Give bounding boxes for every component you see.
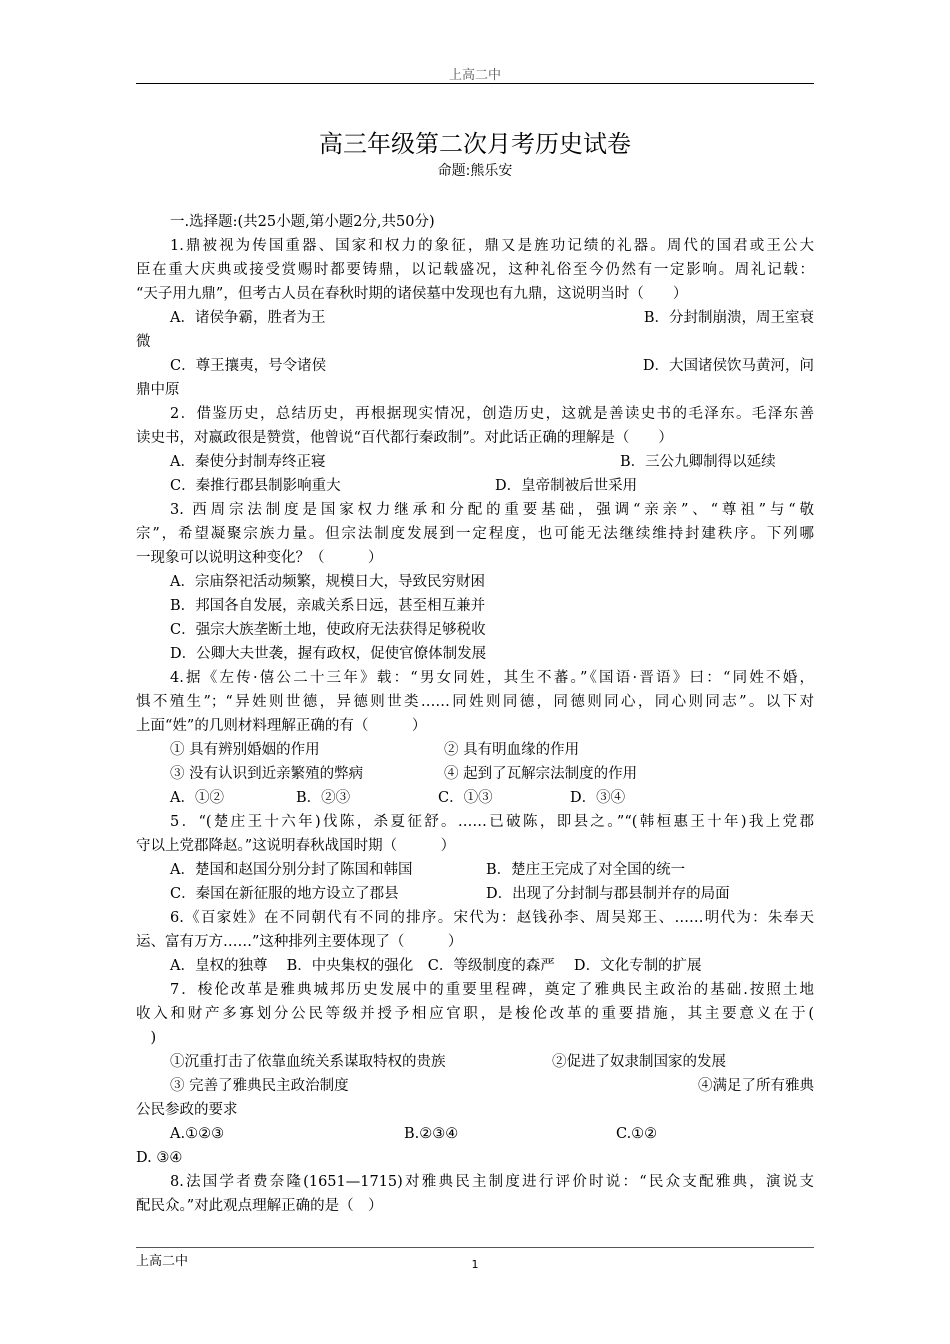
question-3-line-3: 一现象可以说明这种变化？（ ） [136, 550, 383, 566]
question-4-item-1: ① 具有辨别婚姻的作用 [170, 742, 320, 758]
question-4-option-b: B．②③ [296, 790, 351, 806]
section-heading: 一.选择题:(共25小题,第小题2分,共50分) [170, 214, 435, 230]
question-2-line-1: 2．借鉴历史，总结历史，再根据现实情况，创造历史，这就是善读史书的毛泽东。毛泽东善 [170, 406, 814, 422]
question-3-option-b: B．邦国各自发展，亲戚关系日远，甚至相互兼并 [170, 598, 486, 614]
question-5-line-2: 守以上党郡降赵。”这说明春秋战国时期（ ） [136, 838, 456, 854]
question-5-option-d: D．出现了分封制与郡县制并存的局面 [486, 886, 730, 902]
question-2-line-2: 读史书，对嬴政很是赞赏，他曾说“百代都行秦政制”。对此话正确的理解是（ ） [136, 430, 673, 446]
question-1-option-d: D．大国诸侯饮马黄河，问 [642, 358, 814, 374]
question-5-option-a: A．楚国和赵国分别分封了陈国和韩国 [170, 862, 413, 878]
question-4-item-2: ② 具有明血缘的作用 [444, 742, 580, 758]
question-8-line-2: 配民众。”对此观点理解正确的是（ ） [136, 1198, 383, 1214]
question-4-option-a: A．①② [170, 790, 224, 806]
question-4-item-3: ③ 没有认识到近亲繁殖的弊病 [170, 766, 364, 782]
question-7-line-3: ) [136, 1030, 157, 1046]
question-3-option-c: C．强宗大族垄断土地，使政府无法获得足够税收 [170, 622, 486, 638]
question-7-line-1: 7．梭伦改革是雅典城邦历史发展中的重要里程碑，奠定了雅典民主政治的基础.按照土地 [170, 982, 814, 998]
question-7-option-d: D. ③④ [136, 1150, 183, 1166]
question-8-line-1: 8.法国学者费奈隆(1651—1715)对雅典民主制度进行评价时说：“民众支配雅典，演说支 [170, 1174, 814, 1190]
question-1-option-b-cont: 微 [136, 334, 151, 350]
question-2-option-c: C．秦推行郡县制影响重大 [170, 478, 341, 494]
question-4-option-c: C．①③ [438, 790, 493, 806]
question-7-item-3: ③ 完善了雅典民主政治制度 [170, 1078, 349, 1094]
question-7-item-2: ②促进了奴隶制国家的发展 [552, 1054, 726, 1070]
question-1-option-a: A．诸侯争霸，胜者为王 [170, 310, 326, 326]
question-2-option-d: D．皇帝制被后世采用 [495, 478, 638, 494]
question-7-item-4: ④满足了所有雅典 [698, 1078, 814, 1094]
header-rule [136, 83, 814, 84]
question-3-line-2: 宗”，希望凝聚宗族力量。但宗法制度发展到一定程度，也可能无法继续维持封建秩序。下列哪 [136, 526, 814, 542]
question-5-option-b: B．楚庄王完成了对全国的统一 [486, 862, 686, 878]
page-number: 1 [471, 1258, 479, 1271]
question-1-line-2: 臣在重大庆典或接受赏赐时都要铸鼎，以记载盛况，这种礼俗至今仍然有一定影响。周礼记载： [136, 262, 814, 278]
page-header: 上高二中 [448, 68, 501, 83]
question-6-line-2: 运、富有万方……”这种排列主要体现了（ ） [136, 934, 463, 950]
question-5-option-c: C．秦国在新征服的地方设立了郡县 [170, 886, 399, 902]
question-2-option-a: A．秦使分封制寿终正寝 [170, 454, 326, 470]
question-4-option-d: D．③④ [570, 790, 626, 806]
question-2-option-b: B．三公九卿制得以延续 [620, 454, 776, 470]
question-7-option-b: B.②③④ [404, 1126, 459, 1142]
question-7-option-c: C.①② [616, 1126, 658, 1142]
question-3-option-a: A．宗庙祭祀活动频繁，规模日大，导致民穷财困 [170, 574, 485, 590]
question-6-options: A．皇权的独尊 B．中央集权的强化 C．等级制度的森严 D．文化专制的扩展 [170, 958, 702, 974]
question-3-line-1: 3. 西周宗法制度是国家权力继承和分配的重要基础，强调“亲亲”、“尊祖”与“敬 [170, 502, 814, 518]
exam-title: 高三年级第二次月考历史试卷 [319, 130, 631, 158]
exam-author: 命题:熊乐安 [437, 163, 513, 179]
question-5-line-1: 5．“(楚庄王十六年)伐陈，杀夏征舒。……已破陈，即县之。”“(韩桓惠王十年)我上党郡 [170, 814, 814, 830]
question-3-option-d: D．公卿大夫世袭，握有政权，促使官僚体制发展 [170, 646, 487, 662]
question-7-line-2: 收入和财产多寡划分公民等级并授予相应官职，是梭伦改革的重要措施，其主要意义在于( [136, 1006, 814, 1022]
question-4-line-3: 上面“姓”的几则材料理解正确的有（ ） [136, 718, 427, 734]
question-1-option-d-cont: 鼎中原 [136, 382, 180, 398]
footer-rule [136, 1247, 814, 1248]
question-7-item-1: ①沉重打击了依靠血统关系谋取特权的贵族 [170, 1054, 446, 1070]
question-7-item-4-cont: 公民参政的要求 [136, 1102, 238, 1118]
page-footer-left: 上高二中 [136, 1254, 189, 1269]
question-6-line-1: 6.《百家姓》在不同朝代有不同的排序。宋代为：赵钱孙李、周吴郑王、……明代为：朱奉天 [170, 910, 814, 926]
question-4-item-4: ④ 起到了瓦解宗法制度的作用 [444, 766, 638, 782]
question-4-line-2: 惧不殖生”；“异姓则世德，异德则世类……同姓则同德，同德则同心，同心则同志”。以下对 [136, 694, 814, 710]
question-1-option-b: B．分封制崩溃，周王室衰 [643, 310, 814, 326]
question-4-line-1: 4.据《左传·僖公二十三年》载：“男女同姓，其生不蕃。”《国语·晋语》曰：“同姓不婚， [170, 670, 814, 686]
question-7-option-a: A.①②③ [170, 1126, 225, 1142]
question-1-option-c: C．尊王攘夷，号令诸侯 [170, 358, 327, 374]
question-1-line-1: 1.鼎被视为传国重器、国家和权力的象征，鼎又是旌功记绩的礼器。周代的国君或王公大 [170, 238, 814, 254]
question-1-line-3: “天子用九鼎”，但考古人员在春秋时期的诸侯墓中发现也有九鼎，这说明当时（ ） [136, 286, 688, 302]
